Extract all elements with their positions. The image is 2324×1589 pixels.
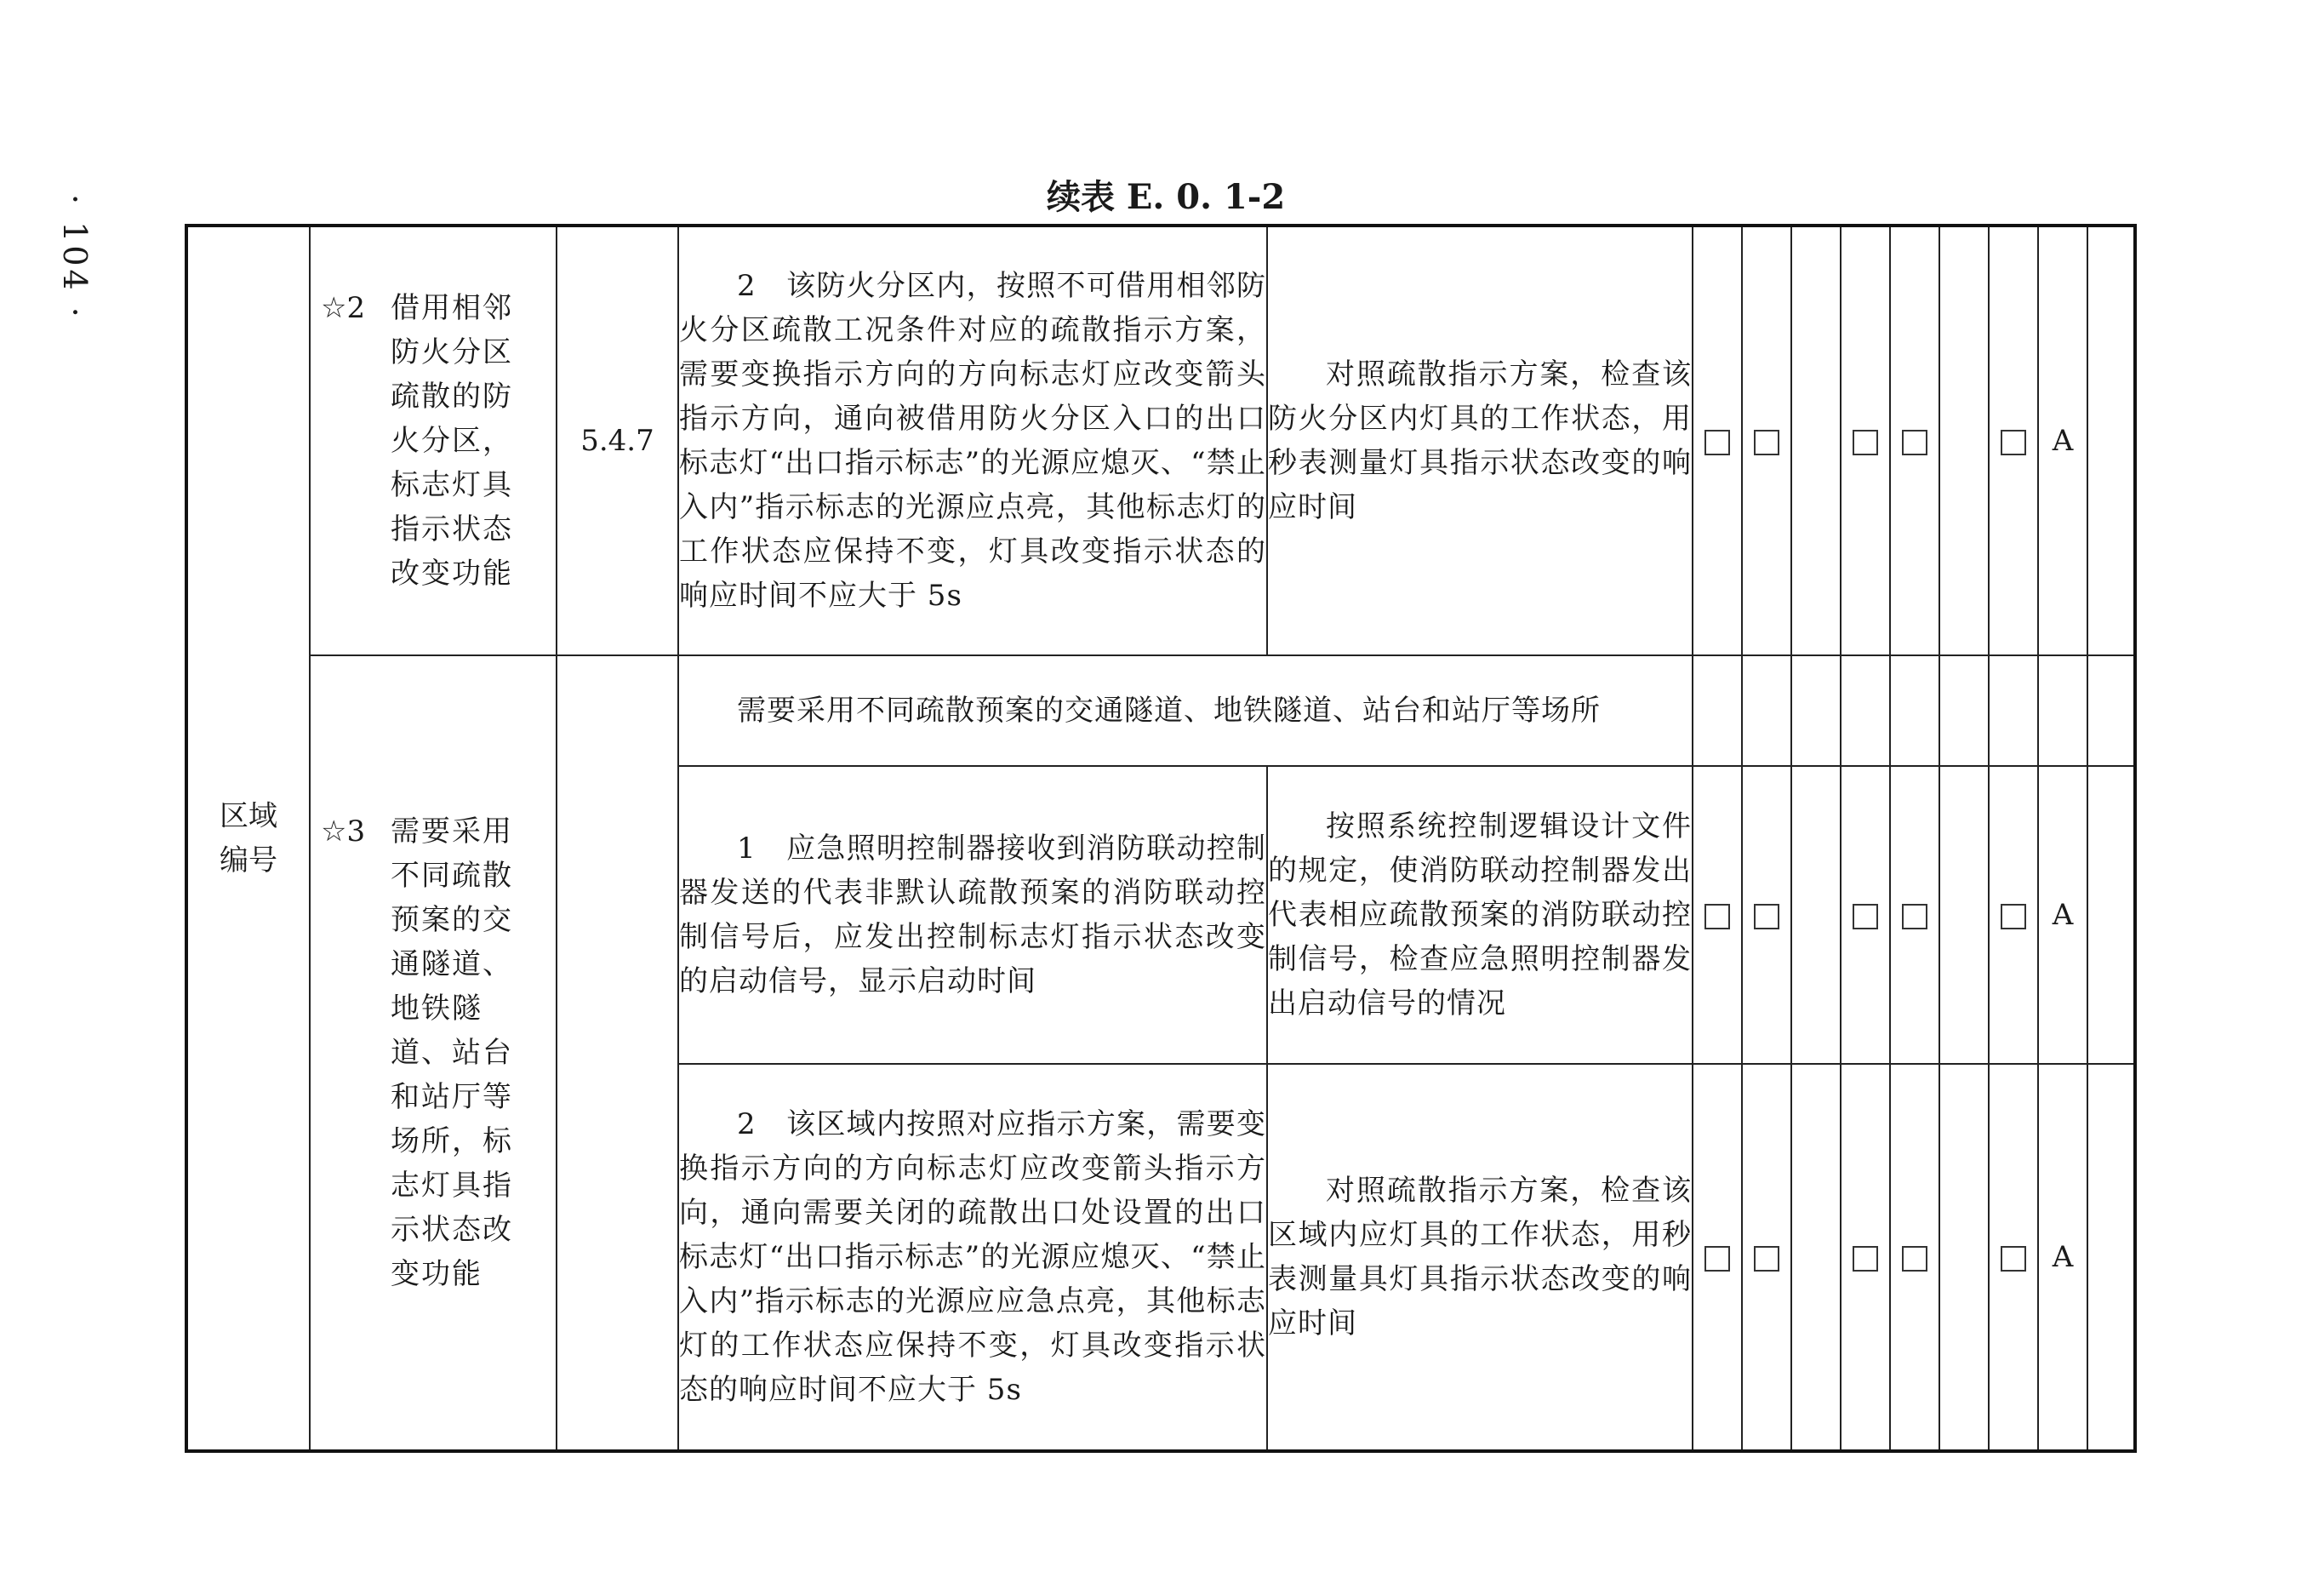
grade-label: A xyxy=(2038,226,2087,655)
check-cell xyxy=(1742,766,1791,1064)
check-cell xyxy=(1989,1064,2038,1451)
empty-cell xyxy=(1791,226,1841,655)
method-text: 按照系统控制逻辑设计文件的规定，使消防联动控制器发出代表相应疏散预案的消防联动控制信号，检查应急照明控制器发出启动信号的情况 xyxy=(1268,809,1692,1020)
checkbox[interactable] xyxy=(1853,904,1878,929)
check-cell xyxy=(1693,226,1742,655)
empty-cell xyxy=(1939,1064,1989,1451)
empty-cell xyxy=(1742,655,1791,766)
checkbox[interactable] xyxy=(1853,430,1878,455)
checkbox[interactable] xyxy=(1754,904,1779,929)
requirement-text: 2 该防火分区内，按照不可借用相邻防火分区疏散工况条件对应的疏散指示方案，需要变换指示方向的方向标志灯应改变箭头指示方向，通向被借用防火分区入口的出口标志灯“出口指示标志”的光源应熄灭、“禁止入内”指示标志的光源应点亮，其他标志灯的工作状态应保持不变，灯具改变指示状态的响应时间不应大于 5s xyxy=(678,226,1267,655)
item-name: 需要采用不同疏散预案的交通隧道、地铁隧道、站台和站厅等场所，标志灯具指示状态改变功能 xyxy=(391,815,513,1291)
requirement-text: 2 该区域内按照对应指示方案，需要变换指示方向的方向标志灯应改变箭头指示方向，通向需要关闭的疏散出口处设置的出口标志灯“出口指示标志”的光源应熄灭、“禁止入内”指示标志的光源应应急点亮，其他标志灯的工作状态应保持不变，灯具改变指示状态的响应时间不应大于 5s xyxy=(678,1064,1267,1451)
page-number: · 104 · xyxy=(56,194,94,321)
check-cell xyxy=(1693,1064,1742,1451)
item-cell xyxy=(310,655,557,1451)
checkbox[interactable] xyxy=(1754,1246,1779,1272)
empty-cell xyxy=(1939,655,1989,766)
check-cell xyxy=(1890,766,1939,1064)
method-cell xyxy=(1267,1064,1693,1451)
check-cell xyxy=(1989,766,2038,1064)
grade-label: A xyxy=(2038,766,2087,1064)
empty-cell xyxy=(2038,655,2087,766)
item-number: ☆2 xyxy=(321,291,366,325)
check-cell xyxy=(1841,766,1890,1064)
check-cell xyxy=(1890,1064,1939,1451)
checkbox[interactable] xyxy=(2001,430,2026,455)
empty-cell xyxy=(1989,655,2038,766)
table-row xyxy=(186,655,2135,766)
region-cell xyxy=(186,226,310,1451)
method-text: 对照疏散指示方案，检查该防火分区内灯具的工作状态，用秒表测量灯具指示状态改变的响应时间 xyxy=(1268,357,1692,524)
empty-cell xyxy=(2087,766,2135,1064)
check-cell xyxy=(1890,226,1939,655)
check-cell xyxy=(1742,1064,1791,1451)
checkbox[interactable] xyxy=(1853,1246,1878,1272)
inspection-table xyxy=(185,224,2137,1453)
empty-cell xyxy=(2087,1064,2135,1451)
check-cell xyxy=(1841,226,1890,655)
empty-cell xyxy=(2087,226,2135,655)
empty-cell xyxy=(1791,1064,1841,1451)
check-cell xyxy=(1841,1064,1890,1451)
checkbox[interactable] xyxy=(1704,904,1730,929)
check-cell xyxy=(1742,226,1791,655)
checkbox[interactable] xyxy=(2001,1246,2026,1272)
checkbox[interactable] xyxy=(1902,430,1927,455)
checkbox[interactable] xyxy=(1704,1246,1730,1272)
item-name: 借用相邻防火分区疏散的防火分区，标志灯具指示状态改变功能 xyxy=(391,291,513,591)
checkbox[interactable] xyxy=(1704,430,1730,455)
empty-cell xyxy=(1693,655,1742,766)
empty-cell xyxy=(1939,226,1989,655)
checkbox[interactable] xyxy=(2001,904,2026,929)
table-row xyxy=(186,226,2135,655)
method-cell xyxy=(1267,766,1693,1064)
method-cell xyxy=(1267,226,1693,655)
empty-cell xyxy=(1890,655,1939,766)
empty-cell xyxy=(1791,655,1841,766)
empty-cell xyxy=(1841,655,1890,766)
check-cell xyxy=(1693,766,1742,1064)
region-label: 区域 编号 xyxy=(220,799,277,877)
section-header: 需要采用不同疏散预案的交通隧道、地铁隧道、站台和站厅等场所 xyxy=(678,655,1693,766)
item-number: ☆3 xyxy=(321,815,366,849)
clause-number: 5.4.7 xyxy=(557,226,678,655)
clause-cell xyxy=(557,655,678,1451)
table-title: 续表 E. 0. 1-2 xyxy=(1047,177,1286,217)
checkbox[interactable] xyxy=(1754,430,1779,455)
empty-cell xyxy=(2087,655,2135,766)
checkbox[interactable] xyxy=(1902,904,1927,929)
item-cell xyxy=(310,226,557,655)
empty-cell xyxy=(1939,766,1989,1064)
requirement-text: 1 应急照明控制器接收到消防联动控制器发送的代表非默认疏散预案的消防联动控制信号后，应发出控制标志灯指示状态改变的启动信号，显示启动时间 xyxy=(678,766,1267,1064)
empty-cell xyxy=(1791,766,1841,1064)
check-cell xyxy=(1989,226,2038,655)
checkbox[interactable] xyxy=(1902,1246,1927,1272)
grade-label: A xyxy=(2038,1064,2087,1451)
method-text: 对照疏散指示方案，检查该区域内应灯具的工作状态，用秒表测量具灯具指示状态改变的响应时间 xyxy=(1268,1174,1692,1340)
